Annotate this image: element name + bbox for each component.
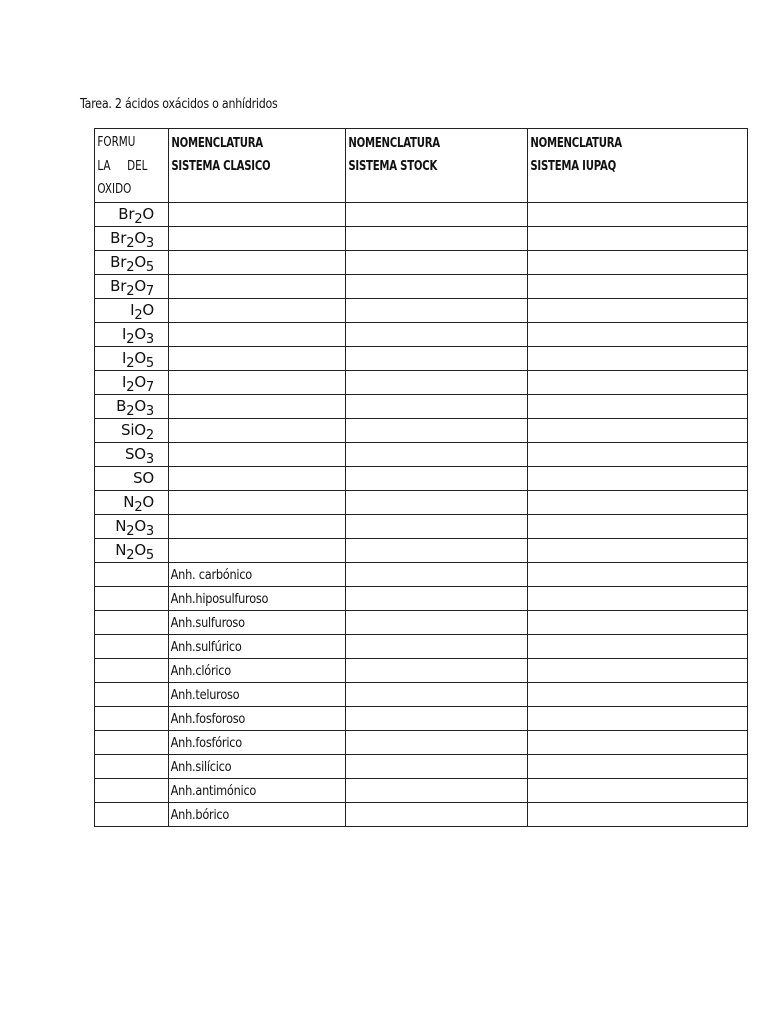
answer-cell[interactable]: [528, 250, 748, 274]
answer-cell[interactable]: [346, 226, 528, 250]
answer-cell[interactable]: [169, 466, 346, 490]
oxide-formula: $I_2O_5$: [122, 348, 154, 370]
table-row: [95, 490, 748, 514]
anhydride-name: Anh.teluroso: [170, 686, 240, 703]
table-row: [95, 658, 748, 682]
table-row: [95, 682, 748, 706]
anhydride-name-cell: [169, 778, 346, 802]
anhydride-name-cell: [169, 802, 346, 826]
answer-cell[interactable]: [528, 466, 748, 490]
answer-cell[interactable]: [346, 322, 528, 346]
answer-cell[interactable]: [528, 610, 748, 634]
answer-cell[interactable]: [528, 370, 748, 394]
answer-cell[interactable]: [528, 538, 748, 562]
table-row: [95, 610, 748, 634]
anhydride-name: Anh.antimónico: [170, 782, 257, 799]
oxide-formula: $Br_2O$: [118, 204, 154, 226]
formula-cell: [95, 394, 169, 418]
answer-cell[interactable]: [346, 586, 528, 610]
oxide-formula: $Br_2O_3$: [110, 228, 154, 250]
oxide-formula: $Br_2O_7$: [110, 276, 154, 298]
answer-cell[interactable]: [528, 322, 748, 346]
answer-cell[interactable]: [528, 514, 748, 538]
answer-cell[interactable]: [346, 706, 528, 730]
answer-cell[interactable]: [169, 394, 346, 418]
answer-cell[interactable]: [528, 442, 748, 466]
anhydride-name-cell: [169, 634, 346, 658]
header-classic: NOMENCLATURA SISTEMA CLASICO: [171, 136, 271, 174]
table-row: [95, 418, 748, 442]
answer-cell[interactable]: [169, 370, 346, 394]
oxide-formula: SO: [133, 468, 154, 487]
oxide-formula: $N_2O$: [123, 492, 154, 514]
answer-cell[interactable]: [346, 418, 528, 442]
oxide-formula: $I_2O$: [130, 300, 154, 322]
header-cell: [346, 129, 528, 203]
answer-cell[interactable]: [346, 490, 528, 514]
anhydride-name: Anh.bórico: [170, 806, 230, 823]
anhydride-name-cell: [169, 610, 346, 634]
answer-cell[interactable]: [528, 754, 748, 778]
table-row: [95, 298, 748, 322]
table-row: [95, 706, 748, 730]
answer-cell[interactable]: [346, 610, 528, 634]
answer-cell[interactable]: [346, 658, 528, 682]
anhydride-name-cell: [169, 730, 346, 754]
formula-cell: [95, 250, 169, 274]
answer-cell[interactable]: [528, 346, 748, 370]
answer-cell[interactable]: [95, 682, 169, 706]
answer-cell[interactable]: [528, 394, 748, 418]
anhydride-name: Anh.sulfuroso: [170, 614, 245, 631]
formula-cell: [95, 226, 169, 250]
formula-cell: [95, 202, 169, 226]
answer-cell[interactable]: [528, 802, 748, 826]
header-iupaq: NOMENCLATURA SISTEMA IUPAQ: [530, 136, 622, 174]
nomenclature-table: [94, 128, 748, 827]
answer-cell[interactable]: [169, 490, 346, 514]
answer-cell[interactable]: [95, 754, 169, 778]
table-row: [95, 514, 748, 538]
answer-cell[interactable]: [346, 802, 528, 826]
anhydride-name: Anh.fosforoso: [170, 710, 246, 727]
formula-cell: [95, 538, 169, 562]
oxide-formula: SiO$_2$: [121, 420, 154, 442]
answer-cell[interactable]: [346, 514, 528, 538]
formula-cell: [95, 466, 169, 490]
oxide-formula: $B_2O_3$: [116, 396, 154, 418]
table-row: [95, 586, 748, 610]
oxide-formula: $I_2O_7$: [122, 372, 154, 394]
answer-cell[interactable]: [528, 298, 748, 322]
answer-cell[interactable]: [169, 322, 346, 346]
oxide-formula: $SO_3$: [124, 444, 154, 466]
anhydride-name-cell: [169, 682, 346, 706]
anhydride-name-cell: [169, 658, 346, 682]
table-row: [95, 250, 748, 274]
answer-cell[interactable]: [95, 610, 169, 634]
answer-cell[interactable]: [346, 202, 528, 226]
formula-cell: [95, 490, 169, 514]
table-row: [95, 730, 748, 754]
answer-cell[interactable]: [346, 274, 528, 298]
table-row: [95, 394, 748, 418]
answer-cell[interactable]: [95, 634, 169, 658]
answer-cell[interactable]: [169, 202, 346, 226]
table-row: [95, 634, 748, 658]
table-row: [95, 754, 748, 778]
anhydride-name: Anh.silícico: [170, 758, 232, 775]
anhydride-name-cell: [169, 706, 346, 730]
answer-cell[interactable]: [95, 706, 169, 730]
answer-cell[interactable]: [346, 466, 528, 490]
anhydride-name: Anh.sulfúrico: [170, 638, 242, 655]
table-row: [95, 538, 748, 562]
answer-cell[interactable]: [169, 250, 346, 274]
answer-cell[interactable]: [346, 778, 528, 802]
anhydride-name-cell: [169, 754, 346, 778]
table-row: [95, 778, 748, 802]
answer-cell[interactable]: [169, 298, 346, 322]
table-row: [95, 562, 748, 586]
header-cell: [95, 129, 169, 203]
answer-cell[interactable]: [528, 202, 748, 226]
answer-cell[interactable]: [346, 250, 528, 274]
anhydride-name-cell: [169, 562, 346, 586]
table-row: [95, 370, 748, 394]
header-stock: NOMENCLATURA SISTEMA STOCK: [348, 136, 440, 174]
answer-cell[interactable]: [169, 442, 346, 466]
answer-cell[interactable]: [346, 682, 528, 706]
answer-cell[interactable]: [528, 490, 748, 514]
anhydride-name-cell: [169, 586, 346, 610]
answer-cell[interactable]: [95, 802, 169, 826]
oxide-formula: $N_2O_3$: [115, 516, 154, 538]
answer-cell[interactable]: [528, 778, 748, 802]
table-row: [95, 802, 748, 826]
answer-cell[interactable]: [528, 226, 748, 250]
answer-cell[interactable]: [95, 658, 169, 682]
answer-cell[interactable]: [528, 418, 748, 442]
answer-cell[interactable]: [528, 682, 748, 706]
formula-cell: [95, 370, 169, 394]
answer-cell[interactable]: [169, 274, 346, 298]
formula-cell: [95, 514, 169, 538]
header-formula: FORMU LA DEL OXIDO: [97, 135, 148, 197]
answer-cell[interactable]: [346, 346, 528, 370]
formula-cell: [95, 418, 169, 442]
answer-cell[interactable]: [169, 538, 346, 562]
formula-cell: [95, 274, 169, 298]
formula-cell: [95, 442, 169, 466]
answer-cell[interactable]: [346, 370, 528, 394]
table-row: [95, 346, 748, 370]
header-cell: [169, 129, 346, 203]
answer-cell[interactable]: [169, 346, 346, 370]
oxide-formula: $I_2O_3$: [122, 324, 154, 346]
table-row: [95, 202, 748, 226]
answer-cell[interactable]: [346, 394, 528, 418]
table-row: [95, 442, 748, 466]
anhydride-name: Anh.fosfórico: [170, 734, 242, 751]
formula-cell: [95, 322, 169, 346]
answer-cell[interactable]: [169, 514, 346, 538]
answer-cell[interactable]: [528, 658, 748, 682]
answer-cell[interactable]: [528, 730, 748, 754]
table-row: [95, 466, 748, 490]
answer-cell[interactable]: [346, 538, 528, 562]
answer-cell[interactable]: [346, 562, 528, 586]
oxide-formula: $N_2O_5$: [115, 540, 154, 562]
answer-cell[interactable]: [528, 634, 748, 658]
answer-cell[interactable]: [528, 274, 748, 298]
document-title: Tarea. 2 ácidos oxácidos o anhídridos: [80, 96, 278, 112]
table-row: [95, 274, 748, 298]
answer-cell[interactable]: [346, 298, 528, 322]
answer-cell[interactable]: [95, 730, 169, 754]
answer-cell[interactable]: [95, 586, 169, 610]
formula-cell: [95, 346, 169, 370]
anhydride-name: Anh. carbónico: [170, 566, 252, 583]
header-cell: [528, 129, 748, 203]
oxide-formula: $Br_2O_5$: [110, 252, 154, 274]
answer-cell[interactable]: [528, 586, 748, 610]
formula-cell: [95, 298, 169, 322]
anhydride-name: Anh.hiposulfuroso: [170, 590, 269, 607]
answer-cell[interactable]: [95, 562, 169, 586]
answer-cell[interactable]: [346, 442, 528, 466]
answer-cell[interactable]: [95, 778, 169, 802]
table-row: [95, 322, 748, 346]
answer-cell[interactable]: [346, 730, 528, 754]
table-row: [95, 226, 748, 250]
answer-cell[interactable]: [169, 226, 346, 250]
answer-cell[interactable]: [346, 754, 528, 778]
anhydride-name: Anh.clórico: [170, 662, 231, 679]
answer-cell[interactable]: [528, 706, 748, 730]
answer-cell[interactable]: [346, 634, 528, 658]
answer-cell[interactable]: [169, 418, 346, 442]
answer-cell[interactable]: [528, 562, 748, 586]
table-header-row: [95, 129, 748, 203]
